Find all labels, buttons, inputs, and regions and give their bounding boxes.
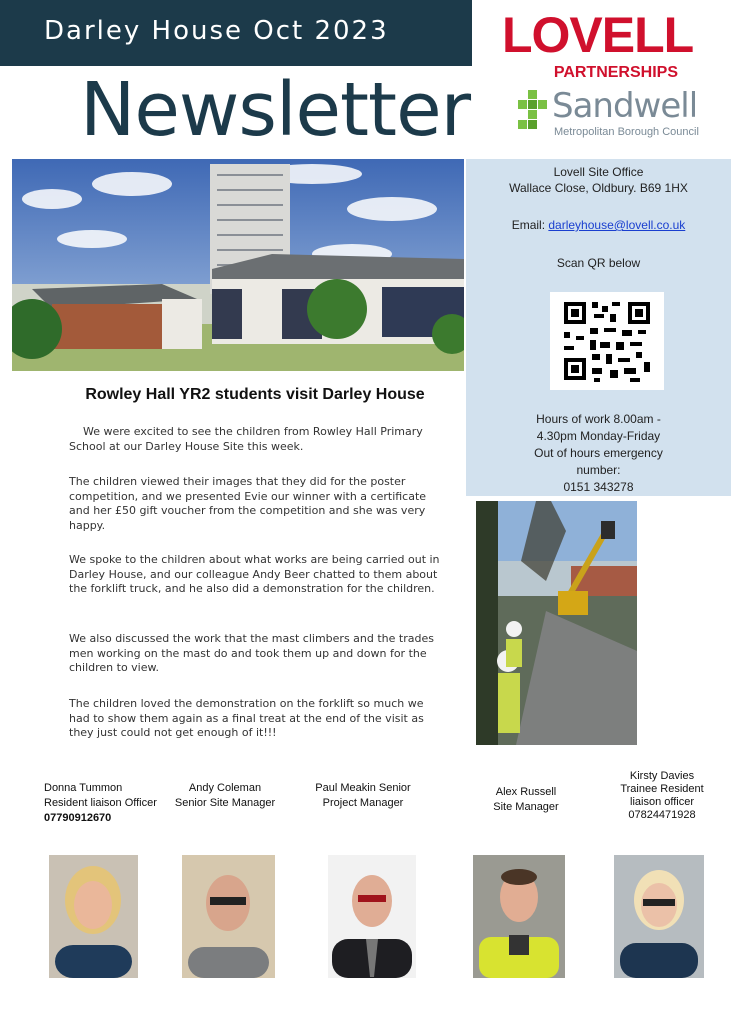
staff-name: Andy Coleman: [188, 782, 262, 794]
article-paragraph-1: We were excited to see the children from Rowley Hall Primary School at our Darley House Site this week.: [69, 425, 423, 453]
staff-role: Resident liaison Officer: [44, 797, 157, 809]
article-paragraph-5: The children loved the demonstration on the forklift so much we had to show them again as a final treat at the end of the visit as they just could not get enough of it!!!: [69, 697, 424, 739]
site-address: Wallace Close, Oldbury. B69 1HX: [509, 181, 688, 195]
staff-photo-alex: [473, 855, 565, 978]
staff-paul: [306, 781, 420, 811]
scan-qr-label: Scan QR below: [556, 256, 641, 270]
staff-phone: 07824471928: [628, 809, 696, 821]
staff-photo-kirsty: [614, 855, 704, 978]
site-office-label: Lovell Site Office: [553, 165, 644, 179]
staff-role: Trainee Resident: [620, 783, 704, 795]
sandwell-cross-icon: [518, 90, 550, 136]
staff-role: liaison officer: [630, 796, 694, 808]
staff-role: Project Manager: [322, 797, 404, 809]
hours-line-4: number:: [576, 463, 621, 477]
staff-phone: 07790912670: [44, 812, 112, 824]
staff-andy: [174, 781, 276, 811]
lovell-logo: [502, 7, 694, 82]
article-paragraph-3: We spoke to the children about what works are being carried out in Darley House, and our colleague Andy Beer chatted to them about the forklift truck, and he also did a demonstration for the children.: [69, 553, 440, 595]
emergency-phone: 0151 343278: [563, 480, 634, 494]
sandwell-logo-word: Sandwell: [552, 86, 698, 126]
staff-photo-donna: [49, 855, 138, 978]
staff-photo-paul: [328, 855, 416, 978]
article-title: Rowley Hall YR2 students visit Darley House: [85, 386, 425, 403]
staff-donna: [44, 781, 184, 826]
email-link[interactable]: darleyhouse@lovell.co.uk: [548, 218, 686, 232]
darley-house-render-image: [12, 159, 464, 371]
lovell-logo-sub: PARTNERSHIPS: [553, 64, 678, 81]
staff-kirsty: [610, 770, 714, 822]
hours-line-2: 4.30pm Monday-Friday: [536, 429, 661, 443]
article-paragraph-2: The children viewed their images that they did for the poster competition, and we presented Evie our winner with a certificate and her £50 gift voucher from the competition and she was very happy.: [69, 475, 427, 532]
staff-name: Kirsty Davies: [629, 770, 695, 782]
hours-line-3: Out of hours emergency: [534, 446, 663, 460]
lovell-logo-word: LOVELL: [502, 7, 694, 63]
staff-name: Donna Tummon: [44, 782, 123, 794]
staff-role: Site Manager: [493, 801, 559, 813]
banner-title: Darley House Oct 2023: [0, 0, 472, 66]
sandwell-logo-sub: Metropolitan Borough Council: [554, 126, 699, 138]
staff-photo-andy: [182, 855, 275, 978]
qr-code[interactable]: [550, 292, 664, 390]
forklift-demonstration-photo: [476, 501, 637, 745]
article-paragraph-4: We also discussed the work that the mast climbers and the trades men working on the mast do and took them up and down for the children to view.: [69, 632, 434, 674]
staff-name: Paul Meakin Senior: [315, 782, 411, 794]
email-label: Email:: [511, 218, 549, 232]
staff-role: Senior Site Manager: [174, 797, 276, 809]
staff-name: Alex Russell: [495, 786, 557, 798]
info-panel: [466, 159, 731, 496]
working-hours: [466, 411, 731, 496]
newsletter-title: Newsletter: [80, 67, 471, 153]
qr-code-icon: [550, 292, 664, 390]
email-line: [466, 218, 731, 232]
staff-alex: [480, 785, 572, 815]
hours-line-1: Hours of work 8.00am -: [536, 412, 661, 426]
